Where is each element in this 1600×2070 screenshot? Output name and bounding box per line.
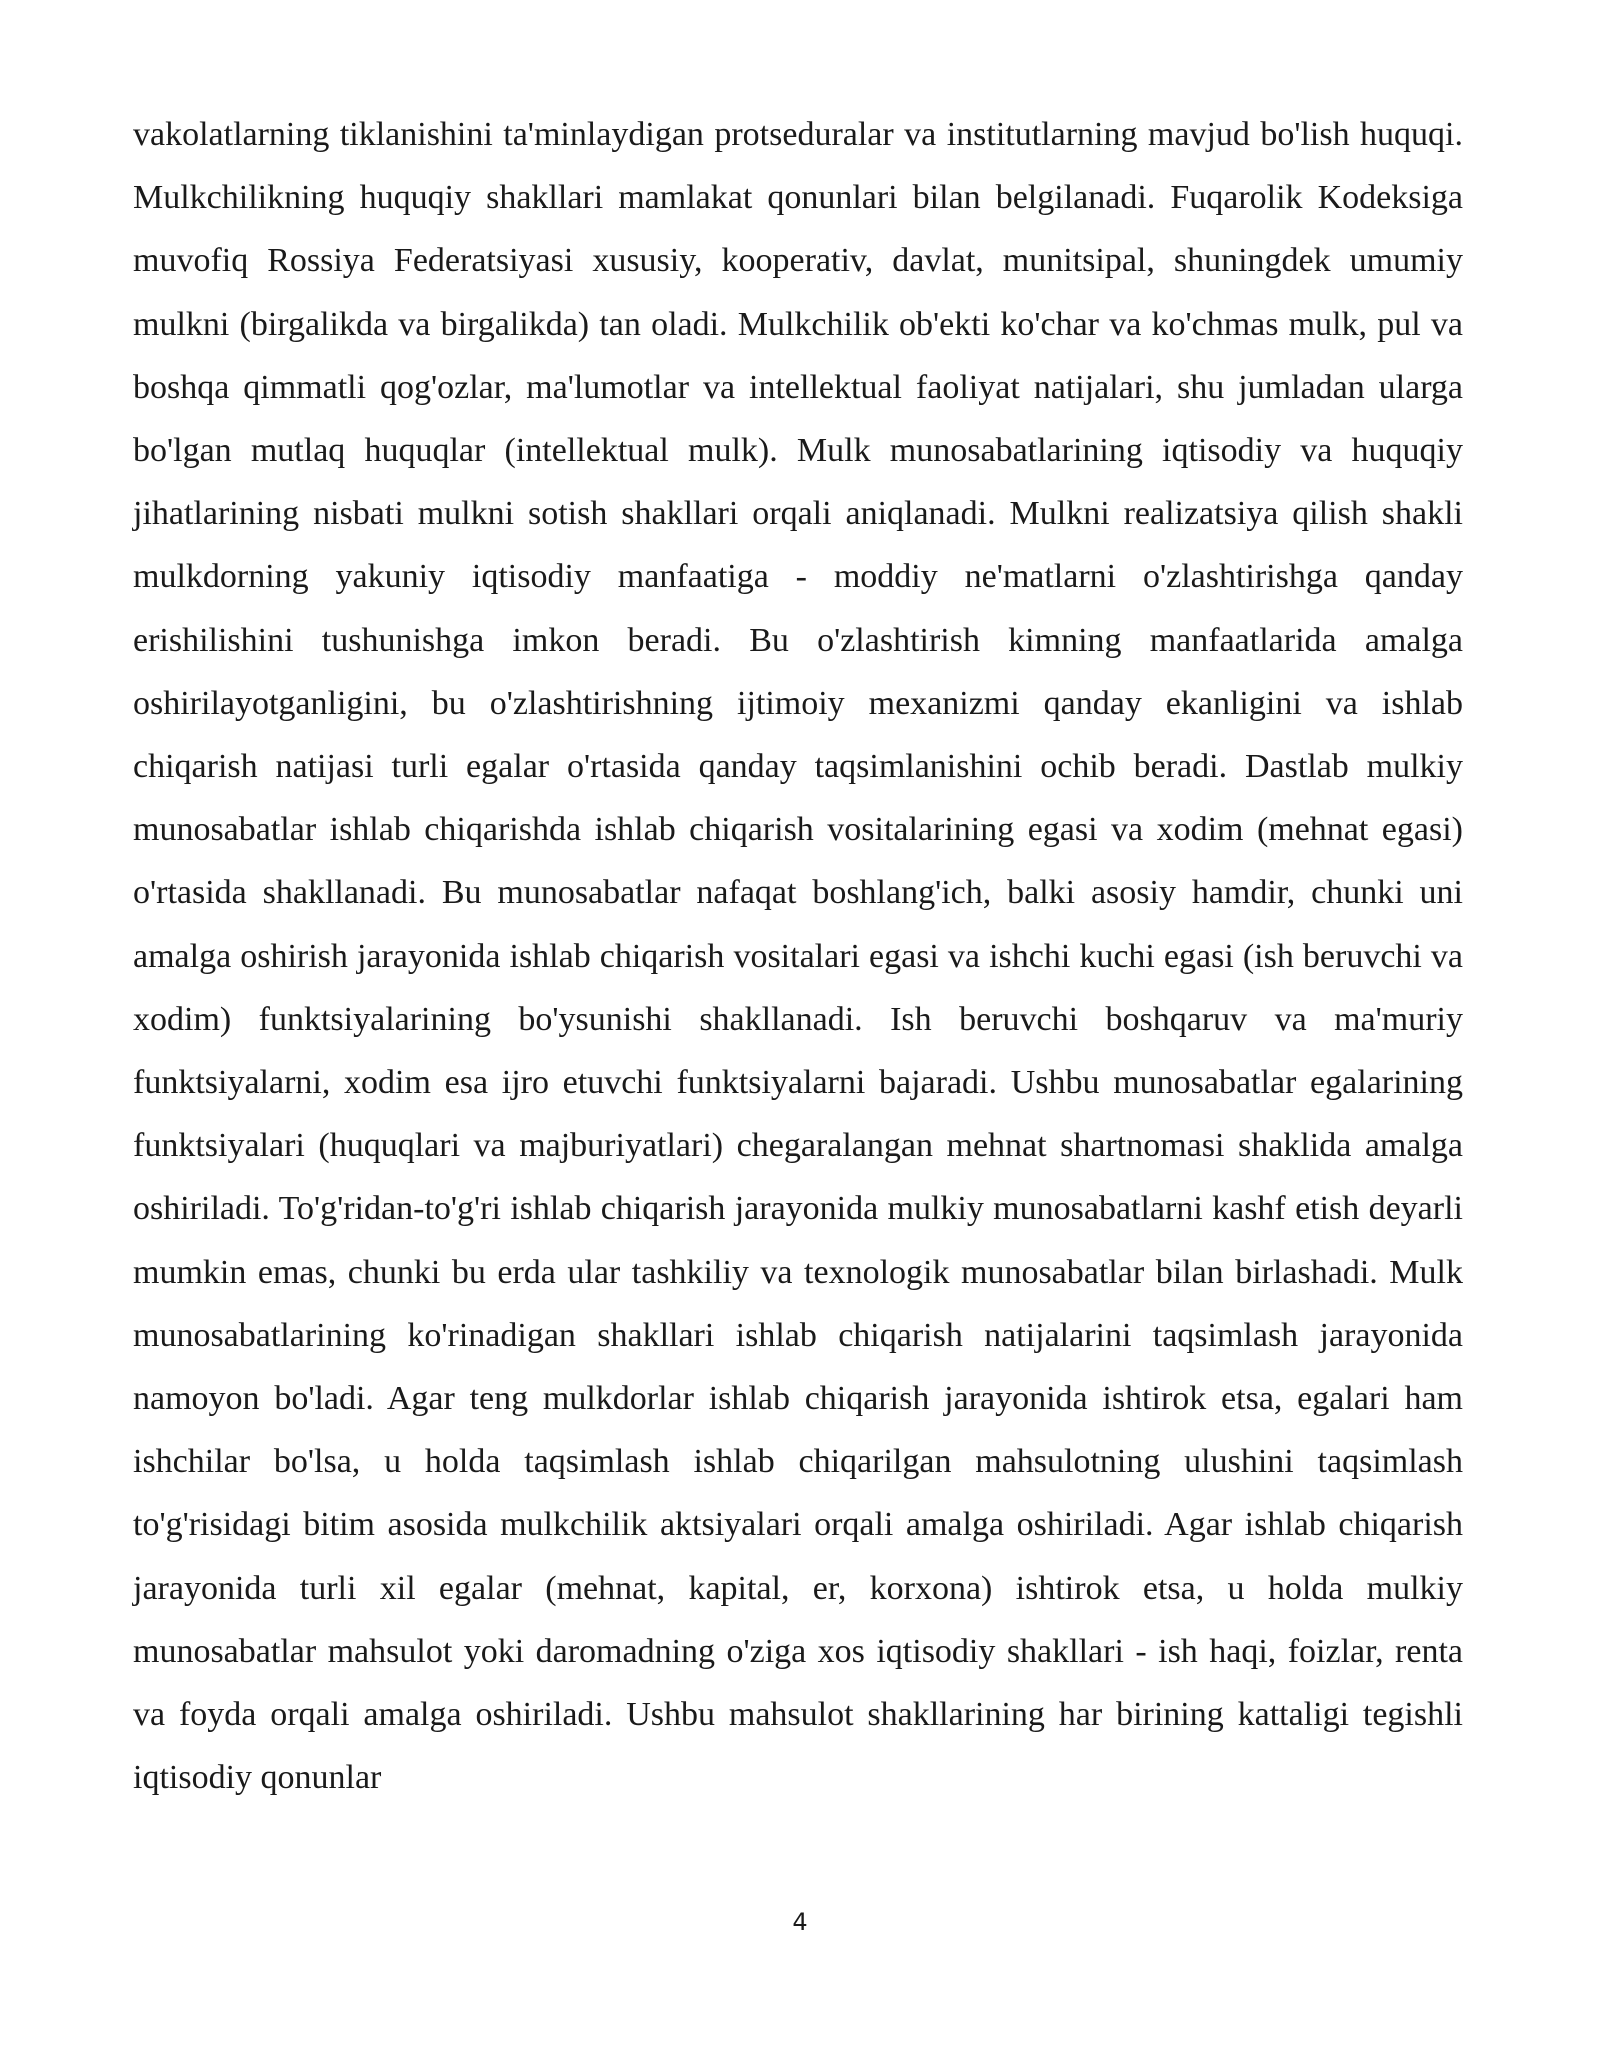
page-number: 4 — [792, 1908, 808, 1936]
body-paragraph: vakolatlarning tiklanishini ta'minlaydigan protseduralar va institutlarning mavjud bo'lish huquqi. Mulkchilikning huquqiy shakllari mamlakat qonunlari bilan belgilanadi. Fuqarolik Kodeksiga muvofiq Rossiya Federatsiyasi xususiy, kooperativ, davlat, munitsipal, shuningdek umumiy mulkni (birgalikda va birgalikda) tan oladi. Mulkchilik ob'ekti ko'char va ko'chmas mulk, pul va boshqa qimmatli qog'ozlar, ma'lumotlar va intellektual faoliyat natijalari, shu jumladan ularga bo'lgan mutlaq huquqlar (intellektual mulk). Mulk munosabatlarining iqtisodiy va huquqiy jihatlarining nisbati mulkni sotish shakllari orqali aniqlanadi. Mulkni realizatsiya qilish shakli mulkdorning yakuniy iqtisodiy manfaatiga - moddiy ne'matlarni o'zlashtirishga qanday erishilishini tushunishga imkon beradi. Bu o'zlashtirish kimning manfaatlarida amalga oshirilayotganligini, bu o'zlashtirishning ijtimoiy mexanizmi qanday ekanligini va ishlab chiqarish natijasi turli egalar o'rtasida qanday taqsimlanishini ochib beradi. Dastlab mulkiy munosabatlar ishlab chiqarishda ishlab chiqarish vositalarining egasi va xodim (mehnat egasi) o'rtasida shakllanadi. Bu munosabatlar nafaqat boshlang'ich, balki asosiy hamdir, chunki uni amalga oshirish jarayonida ishlab chiqarish vositalari egasi va ishchi kuchi egasi (ish beruvchi va xodim) funktsiyalarining bo'ysunishi shakllanadi. Ish beruvchi boshqaruv va ma'muriy funktsiyalarni, xodim esa ijro etuvchi funktsiyalarni bajaradi. Ushbu munosabatlar egalarining funktsiyalari (huquqlari va majburiyatlari) chegaralangan mehnat shartnomasi shaklida amalga oshiriladi. To'g'ridan-to'g'ri ishlab chiqarish jarayonida mulkiy munosabatlarni kashf etish deyarli mumkin emas, chunki bu erda ular tashkiliy va texnologik munosabatlar bilan birlashadi. Mulk munosabatlarining ko'rinadigan shakllari ishlab chiqarish natijalarini taqsimlash jarayonida namoyon bo'ladi. Agar teng mulkdorlar ishlab chiqarish jarayonida ishtirok etsa, egalari ham ishchilar bo'lsa, u holda taqsimlash ishlab chiqarilgan mahsulotning ulushini taqsimlash to'g'risidagi bitim asosida mulkchilik aktsiyalari orqali amalga oshiriladi. Agar ishlab chiqarish jarayonida turli xil egalar (mehnat, kapital, er, korxona) ishtirok etsa, u holda mulkiy munosabatlar mahsulot yoki daromadning o'ziga xos iqtisodiy shakllari - ish haqi, foizlar, renta va foyda orqali amalga oshiriladi. Ushbu mahsulot shakllarining har birining kattaligi tegishli iqtisodiy qonunlar — [133, 116, 1463, 1797]
